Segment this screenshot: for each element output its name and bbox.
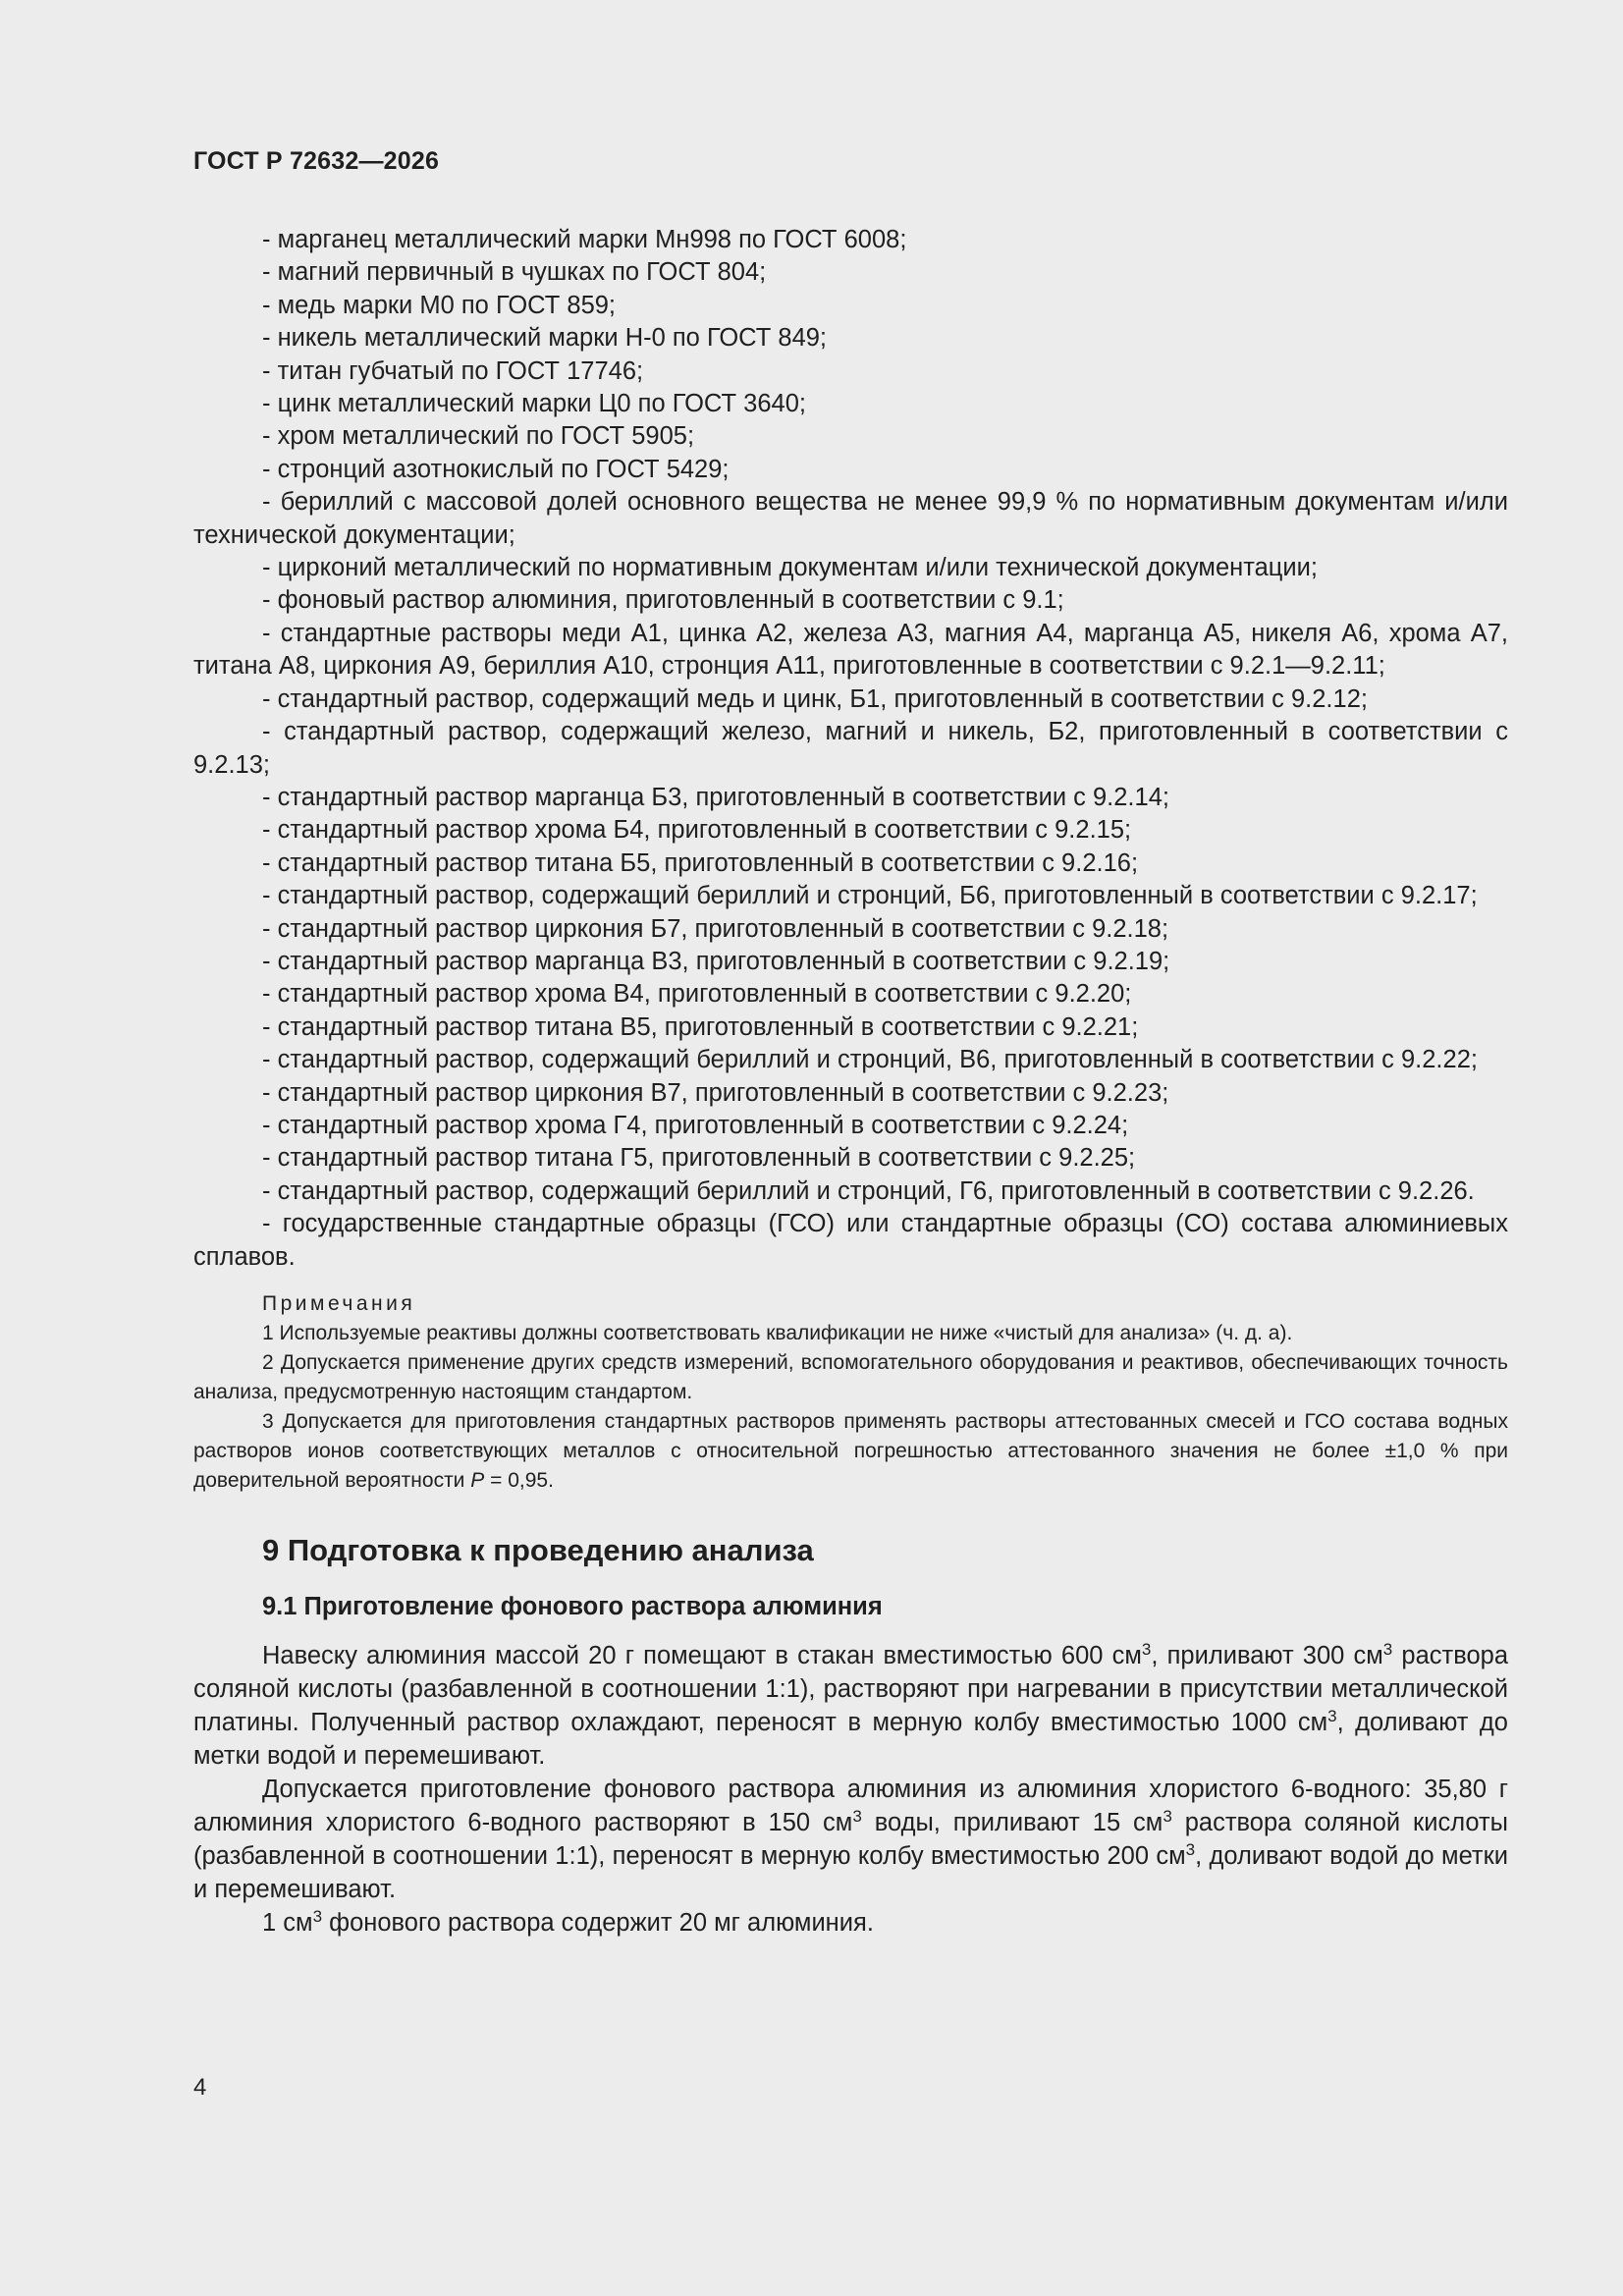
list-item: - государственные стандартные образцы (ГСО) или стандартные образцы (СО) состава алюминиевых сплавов. xyxy=(193,1210,1508,1271)
superscript: 3 xyxy=(852,1807,862,1826)
list-item: - стандартный раствор, содержащий железо, магний и никель, Б2, приготовленный в соответствии с 9.2.13; xyxy=(193,718,1508,779)
note-item: 2 Допускается применение других средств измерений, вспомогательного оборудования и реактивов, обеспечивающих точность анализа, предусмотренную настоящим стандартом. xyxy=(193,1351,1508,1403)
text-run: раствора соляной кислоты (разбавленной в соотношении 1:1), растворяют при нагревании в присутствии металлической платины. Полученный раствор охлаждают, переносят в мерную колбу вместимостью 1000 см xyxy=(193,1642,1509,1736)
document-body xyxy=(193,224,1508,1940)
list-item: - стронций азотнокислый по ГОСТ 5429; xyxy=(262,455,730,483)
list-item: - стандартные растворы меди А1, цинка А2, железа А3, магния А4, марганца А5, никеля А6, хрома А7, титана А8, циркония А9, бериллия А10, стронция А11, приготовленные в соответствии с 9.2.1—9.2.11; xyxy=(193,619,1508,681)
list-item: - бериллий с массовой долей основного вещества не менее 99,9 % по нормативным документам и/или технической документации; xyxy=(193,488,1508,549)
note-item xyxy=(193,1407,1508,1496)
superscript: 3 xyxy=(1327,1707,1337,1725)
list-item: - титан губчатый по ГОСТ 17746; xyxy=(262,356,644,385)
superscript: 3 xyxy=(1141,1640,1152,1659)
superscript: 3 xyxy=(1382,1640,1393,1659)
note-item: 1 Используемые реактивы должны соответствовать квалификации не ниже «чистый для анализа» (ч. д. а). xyxy=(262,1322,1293,1344)
section-heading: 9 Подготовка к проведению анализа xyxy=(262,1533,814,1567)
notes-title: Примечания xyxy=(262,1292,416,1315)
text-run: Навеску алюминия массой 20 г помещают в стакан вместимостью 600 см xyxy=(262,1642,1142,1669)
list-item: - стандартный раствор марганца Б3, приготовленный в соответствии с 9.2.14; xyxy=(262,783,1169,811)
note-value: = 0,95. xyxy=(484,1469,554,1492)
text-run: воды, приливают 15 см xyxy=(861,1809,1163,1836)
superscript: 3 xyxy=(1185,1840,1196,1859)
list-item: - стандартный раствор хрома В4, приготовленный в соответствии с 9.2.20; xyxy=(262,980,1132,1009)
list-item: - стандартный раствор, содержащий бериллий и стронций, Б6, приготовленный в соответствии с 9.2.17; xyxy=(262,882,1478,910)
text-run: 1 см xyxy=(262,1909,313,1937)
text-run: , доливают водой до метки и перемешивают. xyxy=(193,1842,1508,1903)
text-run: фонового раствора содержит 20 мг алюминия. xyxy=(322,1909,874,1937)
list-item: - стандартный раствор хрома Б4, приготовленный в соответствии с 9.2.15; xyxy=(262,816,1132,845)
list-item: - стандартный раствор титана Г5, приготовленный в соответствии с 9.2.25; xyxy=(262,1144,1136,1173)
paragraph xyxy=(193,1773,1508,1906)
note-text: 3 Допускается для приготовления стандартных растворов применять растворы аттестованных смесей и ГСО состава водных растворов ионов соответствующих металлов с относительной погрешностью аттестованного значения не более ±1,0 % при доверительной вероятности xyxy=(193,1410,1508,1492)
text-run: , доливают до метки водой и перемешивают. xyxy=(193,1709,1508,1770)
list-item: - стандартный раствор хрома Г4, приготовленный в соответствии с 9.2.24; xyxy=(262,1111,1129,1139)
list-item: - стандартный раствор, содержащий медь и цинк, Б1, приготовленный в соответствии с 9.2.12; xyxy=(262,684,1368,713)
list-item: - стандартный раствор циркония В7, приготовленный в соответствии с 9.2.23; xyxy=(262,1078,1169,1107)
page-number: 4 xyxy=(193,2074,207,2101)
text-run: Допускается приготовление фонового раствора алюминия из алюминия хлористого 6-водного: 35,80 г алюминия хлористого 6-водного растворяют в 150 см xyxy=(193,1776,1508,1836)
list-item: - стандартный раствор циркония Б7, приготовленный в соответствии с 9.2.18; xyxy=(262,914,1169,943)
list-item: - магний первичный в чушках по ГОСТ 804; xyxy=(262,258,767,287)
notes-block xyxy=(193,1289,1508,1496)
list-item: - цинк металлический марки Ц0 по ГОСТ 3640; xyxy=(262,390,806,418)
list-item: - медь марки М0 по ГОСТ 859; xyxy=(262,291,617,319)
paragraph xyxy=(193,1906,1508,1940)
document-header: ГОСТ Р 72632—2026 xyxy=(193,147,440,175)
superscript: 3 xyxy=(312,1907,323,1926)
reagent-list xyxy=(193,224,1508,1274)
list-item: - цирконий металлический по нормативным документам и/или технической документации; xyxy=(262,554,1318,582)
list-item: - хром металлический по ГОСТ 5905; xyxy=(262,422,695,451)
list-item: - стандартный раствор титана Б5, приготовленный в соответствии с 9.2.16; xyxy=(262,848,1139,877)
list-item: - стандартный раствор марганца В3, приготовленный в соответствии с 9.2.19; xyxy=(262,947,1170,975)
list-item: - марганец металлический марки Мн998 по ГОСТ 6008; xyxy=(262,226,907,253)
subsection-heading: 9.1 Приготовление фонового раствора алюминия xyxy=(262,1593,883,1620)
superscript: 3 xyxy=(1163,1807,1172,1826)
paragraph xyxy=(193,1639,1508,1773)
text-run: , приливают 300 см xyxy=(1151,1642,1383,1669)
list-item: - никель металлический марки Н-0 по ГОСТ 849; xyxy=(262,324,828,353)
list-item: - стандартный раствор, содержащий бериллий и стронций, В6, приготовленный в соответствии с 9.2.22; xyxy=(262,1046,1478,1074)
list-item: - фоновый раствор алюминия, приготовленный в соответствии с 9.1; xyxy=(262,586,1064,615)
probability-symbol: P xyxy=(470,1469,485,1492)
list-item: - стандартный раствор титана В5, приготовленный в соответствии с 9.2.21; xyxy=(262,1012,1139,1041)
list-item: - стандартный раствор, содержащий бериллий и стронций, Г6, приготовленный в соответствии с 9.2.26. xyxy=(262,1176,1475,1205)
text-run: раствора соляной кислоты (разбавленной в соотношении 1:1), переносят в мерную колбу вместимостью 200 см xyxy=(193,1809,1508,1870)
